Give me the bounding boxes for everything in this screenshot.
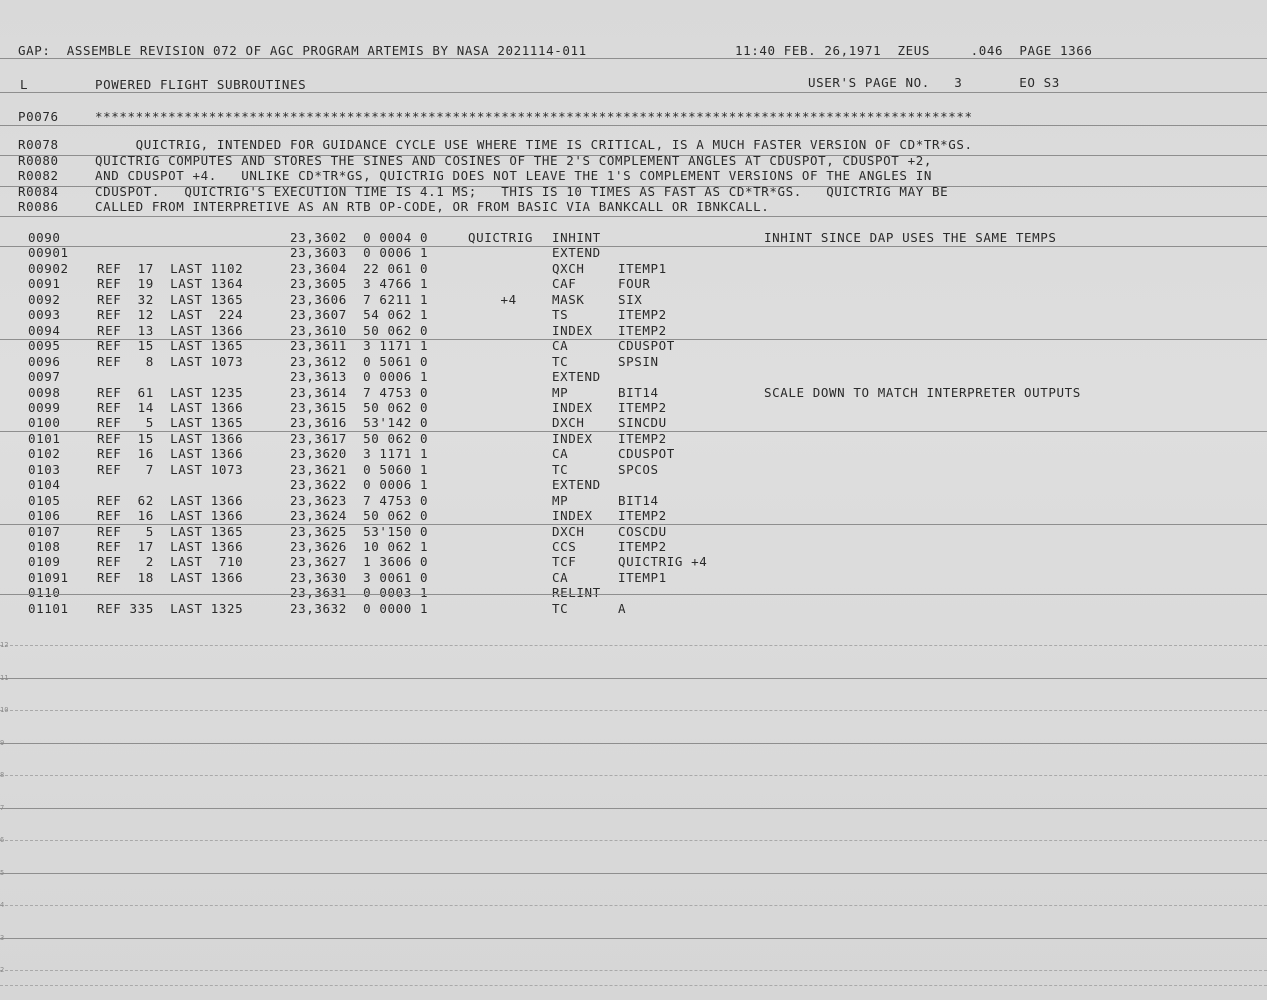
cross-reference: REF 7 LAST 1073 [97, 461, 244, 477]
remark-text: QUICTRIG COMPUTES AND STORES THE SINES AND COSINES OF THE 2'S COMPLEMENT ANGLES AT CDUSPOT, CDUSPOT +2, [95, 152, 932, 168]
line-number: 00902 [28, 260, 69, 276]
section-title: POWERED FLIGHT SUBROUTINES [95, 77, 307, 92]
operand: SPCOS [618, 461, 659, 477]
opcode: INDEX [552, 399, 593, 415]
line-number: 0108 [28, 539, 61, 554]
margin-number: 10 [0, 706, 9, 714]
opcode: MP [552, 492, 569, 508]
line-number: 0101 [28, 430, 61, 446]
margin-number: 8 [0, 771, 5, 779]
address-and-code: 23,3616 53'142 0 [290, 415, 429, 431]
opcode: TC [552, 600, 569, 616]
opcode: MP [552, 384, 569, 400]
address-and-code: 23,3613 0 0006 1 [290, 369, 429, 385]
margin-number: 6 [0, 836, 5, 844]
star-line-id: P0076 [18, 109, 59, 124]
opcode: RELINT [552, 585, 601, 601]
star-separator: ************************************************************************************************************ [95, 109, 973, 124]
paper-rule [0, 710, 1267, 712]
line-number: 0109 [28, 554, 61, 570]
address-and-code: 23,3622 0 0006 1 [290, 477, 429, 493]
operand: SPSIN [618, 353, 659, 369]
address-and-code: 23,3610 50 062 0 [290, 322, 429, 338]
margin-number: 11 [0, 673, 9, 682]
symbol-label: +4 [468, 291, 517, 307]
operand: A [618, 600, 627, 616]
address-and-code: 23,3617 50 062 0 [290, 430, 429, 446]
line-number: 0096 [28, 353, 61, 369]
line-number: 0097 [28, 369, 61, 385]
opcode: CA [552, 446, 569, 462]
margin-number: 4 [0, 901, 5, 909]
paper-rule [0, 775, 1267, 777]
opcode: CA [552, 338, 569, 354]
line-number: 0098 [28, 384, 61, 400]
address-and-code: 23,3607 54 062 1 [290, 307, 429, 323]
address-and-code: 23,3620 3 1171 1 [290, 446, 429, 462]
paper-rule [0, 970, 1267, 972]
address-and-code: 23,3604 22 061 0 [290, 260, 429, 276]
address-and-code: 23,3630 3 0061 0 [290, 569, 429, 585]
line-number: 0091 [28, 276, 61, 292]
users-page-number: USER'S PAGE NO. 3 EO S3 [808, 75, 1060, 90]
opcode: EXTEND [552, 245, 601, 261]
remark-id: R0082 [18, 168, 59, 183]
operand: ITEMP2 [618, 307, 667, 323]
opcode: EXTEND [552, 477, 601, 493]
header-title-line: GAP: ASSEMBLE REVISION 072 OF AGC PROGRAM ARTEMIS BY NASA 2021114-011 [18, 43, 587, 58]
line-number: 0093 [28, 307, 61, 323]
header-underline [0, 58, 1267, 60]
cross-reference: REF 61 LAST 1235 [97, 384, 244, 400]
opcode: INDEX [552, 508, 593, 524]
cross-reference: REF 15 LAST 1366 [97, 430, 244, 446]
line-number: 0104 [28, 477, 61, 493]
operand: ITEMP2 [618, 539, 667, 554]
cross-reference: REF 14 LAST 1366 [97, 399, 244, 415]
header-date-page: 11:40 FEB. 26,1971 ZEUS .046 PAGE 1366 [735, 43, 1093, 58]
opcode: CCS [552, 539, 577, 554]
paper-rule [0, 186, 1267, 188]
address-and-code: 23,3614 7 4753 0 [290, 384, 429, 400]
line-number: 0095 [28, 338, 61, 354]
remark-id: R0086 [18, 199, 59, 214]
paper-rule [0, 246, 1267, 248]
paper-rule [0, 678, 1267, 680]
comment: SCALE DOWN TO MATCH INTERPRETER OUTPUTS [764, 384, 1081, 400]
cross-reference: REF 18 LAST 1366 [97, 569, 244, 585]
paper-rule [0, 873, 1267, 875]
remark-id: R0084 [18, 183, 59, 199]
paper-rule [0, 985, 1267, 987]
operand: FOUR [618, 276, 651, 292]
paper-rule [0, 524, 1267, 526]
cross-reference: REF 15 LAST 1365 [97, 338, 244, 354]
cross-reference: REF 17 LAST 1102 [97, 260, 244, 276]
cross-reference: REF 32 LAST 1365 [97, 291, 244, 307]
address-and-code: 23,3627 1 3606 0 [290, 554, 429, 570]
listing-code-letter: L [20, 77, 29, 92]
margin-number: 12 [0, 641, 9, 649]
margin-number: 2 [0, 966, 5, 974]
operand: COSCDU [618, 523, 667, 539]
line-number: 0107 [28, 523, 61, 539]
remark-text: CDUSPOT. QUICTRIG'S EXECUTION TIME IS 4.1 MS; THIS IS 10 TIMES AS FAST AS CD*TR*GS. QUICTRIG MAY BE [95, 183, 949, 199]
operand: CDUSPOT [618, 446, 675, 462]
line-number: 01101 [28, 600, 69, 616]
address-and-code: 23,3611 3 1171 1 [290, 338, 429, 354]
remark-text: AND CDUSPOT +4. UNLIKE CD*TR*GS, QUICTRIG DOES NOT LEAVE THE 1'S COMPLEMENT VERSIONS OF THE ANGLES IN [95, 168, 932, 183]
opcode: EXTEND [552, 369, 601, 385]
opcode: INDEX [552, 322, 593, 338]
remark-text: QUICTRIG, INTENDED FOR GUIDANCE CYCLE USE WHERE TIME IS CRITICAL, IS A MUCH FASTER VERSION OF CD*TR*GS. [95, 137, 973, 152]
operand: ITEMP1 [618, 260, 667, 276]
paper-rule [0, 743, 1267, 745]
address-and-code: 23,3621 0 5060 1 [290, 461, 429, 477]
address-and-code: 23,3626 10 062 1 [290, 539, 429, 554]
line-number: 0103 [28, 461, 61, 477]
opcode: CAF [552, 276, 577, 292]
address-and-code: 23,3624 50 062 0 [290, 508, 429, 524]
remark-id: R0080 [18, 152, 59, 168]
cross-reference: REF 17 LAST 1366 [97, 539, 244, 554]
address-and-code: 23,3606 7 6211 1 [290, 291, 429, 307]
remark-text: CALLED FROM INTERPRETIVE AS AN RTB OP-CODE, OR FROM BASIC VIA BANKCALL OR IBNKCALL. [95, 199, 770, 214]
opcode: MASK [552, 291, 585, 307]
operand: ITEMP2 [618, 399, 667, 415]
line-number: 00901 [28, 245, 69, 261]
cross-reference: REF 16 LAST 1366 [97, 446, 244, 462]
address-and-code: 23,3612 0 5061 0 [290, 353, 429, 369]
line-number: 0100 [28, 415, 61, 431]
paper-rule [0, 808, 1267, 810]
operand: QUICTRIG +4 [618, 554, 708, 570]
operand: BIT14 [618, 492, 659, 508]
opcode: QXCH [552, 260, 585, 276]
operand: ITEMP1 [618, 569, 667, 585]
line-number: 0106 [28, 508, 61, 524]
margin-number: 5 [0, 868, 5, 877]
line-number: 0110 [28, 585, 61, 601]
opcode: TS [552, 307, 569, 323]
opcode: DXCH [552, 415, 585, 431]
cross-reference: REF 19 LAST 1364 [97, 276, 244, 292]
cross-reference: REF 13 LAST 1366 [97, 322, 244, 338]
paper-rule [0, 431, 1267, 433]
paper-rule [0, 905, 1267, 907]
paper-rule [0, 216, 1267, 218]
comment: INHINT SINCE DAP USES THE SAME TEMPS [764, 230, 1057, 245]
remark-id: R0078 [18, 137, 59, 152]
operand: CDUSPOT [618, 338, 675, 354]
line-number: 0090 [28, 230, 61, 245]
star-line-rule [0, 125, 1267, 127]
opcode: TC [552, 353, 569, 369]
paper-rule [0, 938, 1267, 940]
opcode: TCF [552, 554, 577, 570]
cross-reference: REF 12 LAST 224 [97, 307, 244, 323]
paper-rule [0, 155, 1267, 157]
paper-rule [0, 594, 1267, 596]
symbol-label: QUICTRIG [468, 230, 534, 245]
subheader-underline [0, 92, 1267, 94]
opcode: CA [552, 569, 569, 585]
opcode: INDEX [552, 430, 593, 446]
opcode: INHINT [552, 230, 601, 245]
line-number: 0092 [28, 291, 61, 307]
address-and-code: 23,3602 0 0004 0 [290, 230, 429, 245]
cross-reference: REF 16 LAST 1366 [97, 508, 244, 524]
line-number: 01091 [28, 569, 69, 585]
cross-reference: REF 335 LAST 1325 [97, 600, 244, 616]
address-and-code: 23,3632 0 0000 1 [290, 600, 429, 616]
opcode: TC [552, 461, 569, 477]
margin-number: 3 [0, 933, 5, 942]
cross-reference: REF 2 LAST 710 [97, 554, 244, 570]
line-number: 0099 [28, 399, 61, 415]
address-and-code: 23,3631 0 0003 1 [290, 585, 429, 601]
operand: BIT14 [618, 384, 659, 400]
paper-rule [0, 840, 1267, 842]
opcode: DXCH [552, 523, 585, 539]
margin-number: 9 [0, 738, 5, 747]
operand: ITEMP2 [618, 430, 667, 446]
address-and-code: 23,3605 3 4766 1 [290, 276, 429, 292]
address-and-code: 23,3623 7 4753 0 [290, 492, 429, 508]
address-and-code: 23,3625 53'150 0 [290, 523, 429, 539]
line-number: 0094 [28, 322, 61, 338]
operand: SIX [618, 291, 643, 307]
line-number: 0102 [28, 446, 61, 462]
cross-reference: REF 62 LAST 1366 [97, 492, 244, 508]
operand: SINCDU [618, 415, 667, 431]
address-and-code: 23,3615 50 062 0 [290, 399, 429, 415]
operand: ITEMP2 [618, 322, 667, 338]
cross-reference: REF 5 LAST 1365 [97, 523, 244, 539]
address-and-code: 23,3603 0 0006 1 [290, 245, 429, 261]
paper-rule [0, 339, 1267, 341]
margin-number: 7 [0, 803, 5, 812]
cross-reference: REF 5 LAST 1365 [97, 415, 244, 431]
cross-reference: REF 8 LAST 1073 [97, 353, 244, 369]
paper-rule [0, 645, 1267, 647]
operand: ITEMP2 [618, 508, 667, 524]
line-number: 0105 [28, 492, 61, 508]
